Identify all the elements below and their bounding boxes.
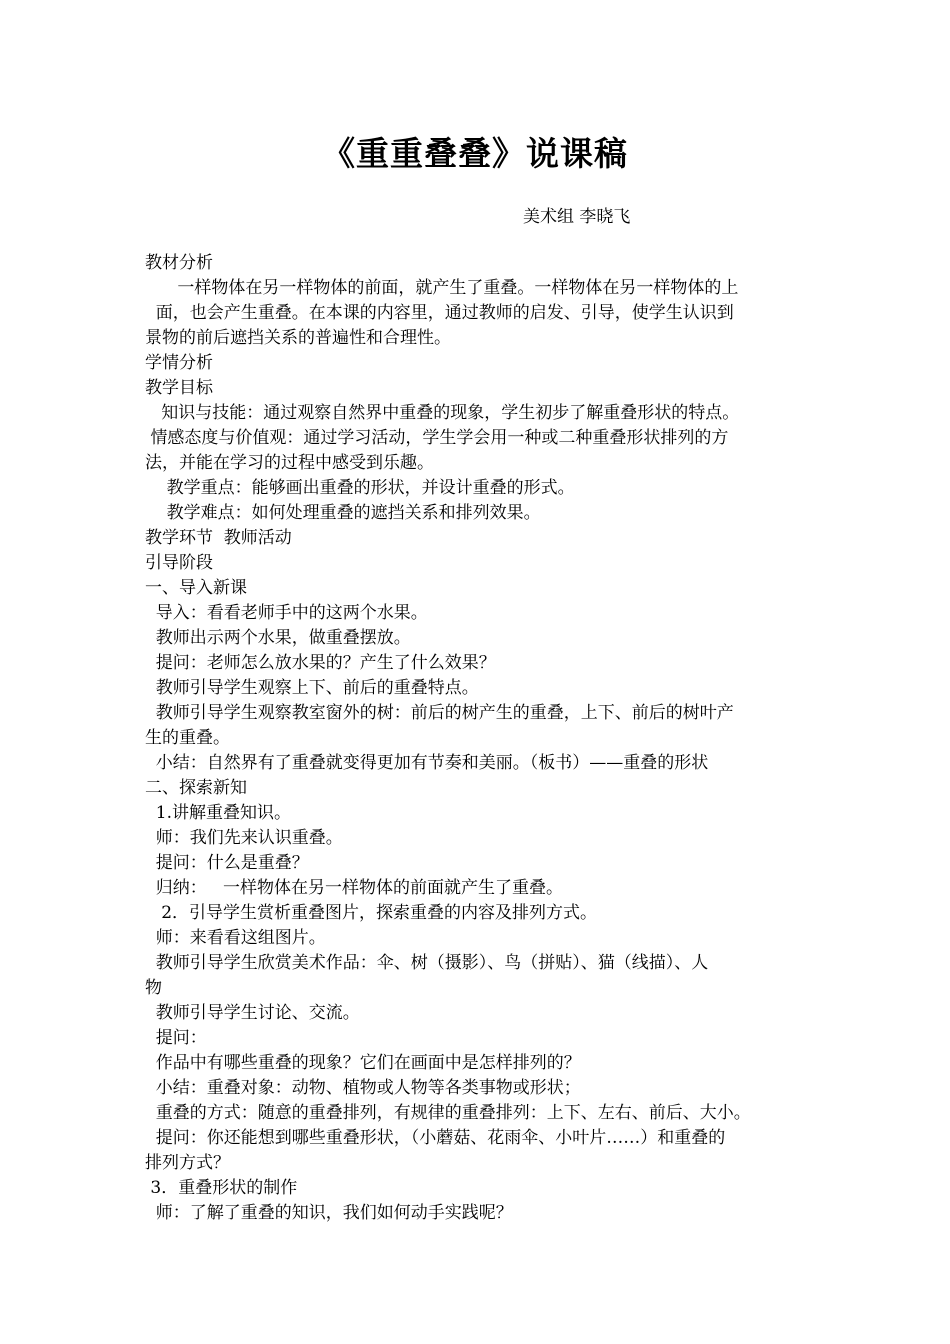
text-line: 一、导入新课 — [145, 578, 247, 598]
document-body — [145, 251, 817, 1226]
text-line: 作品中有哪些重叠的现象？它们在画面中是怎样排列的？ — [145, 1053, 581, 1073]
text-line: 学情分析 — [145, 353, 213, 373]
text-line: 小结：自然界有了重叠就变得更加有节奏和美丽。（板书）——重叠的形状 — [145, 753, 709, 773]
text-line: 2．引导学生赏析重叠图片，探索重叠的内容及排列方式。 — [145, 903, 598, 923]
text-line: 1.讲解重叠知识。 — [145, 803, 292, 823]
text-line: 提问：什么是重叠？ — [145, 853, 309, 873]
text-line: 提问： — [145, 1028, 207, 1048]
text-line: 3．重叠形状的制作 — [145, 1178, 298, 1198]
text-line: 二、探索新知 — [145, 778, 247, 798]
text-line: 引导阶段 — [145, 553, 213, 573]
text-line: 教师引导学生观察教室窗外的树：前后的树产生的重叠，上下、前后的树叶产 — [145, 703, 734, 723]
text-line: 导入：看看老师手中的这两个水果。 — [145, 603, 428, 623]
text-line: 法，并能在学习的过程中感受到乐趣。 — [145, 453, 434, 473]
text-line: 教师出示两个水果，做重叠摆放。 — [145, 628, 411, 648]
text-line: 师：来看看这组图片。 — [145, 928, 326, 948]
text-line: 教师引导学生欣赏美术作品：伞、树（摄影）、鸟（拼贴）、猫（线描）、人 — [145, 953, 709, 973]
text-line: 教师引导学生观察上下、前后的重叠特点。 — [145, 678, 479, 698]
text-line: 小结：重叠对象：动物、植物或人物等各类事物或形状； — [145, 1078, 581, 1098]
text-line: 教学难点：如何处理重叠的遮挡关系和排列效果。 — [145, 503, 541, 523]
text-line: 排列方式？ — [145, 1153, 230, 1173]
text-line: 一样物体在另一样物体的前面，就产生了重叠。一样物体在另一样物体的上 — [145, 278, 739, 298]
text-line: 情感态度与价值观：通过学习活动，学生学会用一种或二种重叠形状排列的方 — [145, 428, 729, 448]
text-line: 物 — [145, 978, 162, 998]
text-line: 归纳： 一样物体在另一样物体的前面就产生了重叠。 — [145, 878, 564, 898]
text-line: 提问：你还能想到哪些重叠形状，（小蘑菇、花雨伞、小叶片……）和重叠的 — [145, 1128, 726, 1148]
text-line: 师：我们先来认识重叠。 — [145, 828, 343, 848]
text-line: 面，也会产生重叠。在本课的内容里，通过教师的启发、引导，使学生认识到 — [145, 303, 734, 323]
text-line: 重叠的方式：随意的重叠排列，有规律的重叠排列：上下、左右、前后、大小。 — [145, 1103, 751, 1123]
text-line: 景物的前后遮挡关系的普遍性和合理性。 — [145, 328, 451, 348]
text-line: 教学环节 教师活动 — [145, 528, 292, 548]
text-line: 教材分析 — [145, 253, 213, 273]
text-line: 师：了解了重叠的知识，我们如何动手实践呢？ — [145, 1203, 513, 1223]
text-line: 生的重叠。 — [145, 728, 230, 748]
page-title: 《重重叠叠》说课稿 — [322, 134, 628, 173]
text-line: 教学重点：能够画出重叠的形状，并设计重叠的形式。 — [145, 478, 575, 498]
text-line: 教学目标 — [145, 378, 213, 398]
text-line: 知识与技能：通过观察自然界中重叠的现象，学生初步了解重叠形状的特点。 — [145, 403, 740, 423]
text-line: 教师引导学生讨论、交流。 — [145, 1003, 360, 1023]
author-line: 美术组 李晓飞 — [523, 207, 631, 227]
text-line: 提问：老师怎么放水果的？产生了什么效果？ — [145, 653, 496, 673]
